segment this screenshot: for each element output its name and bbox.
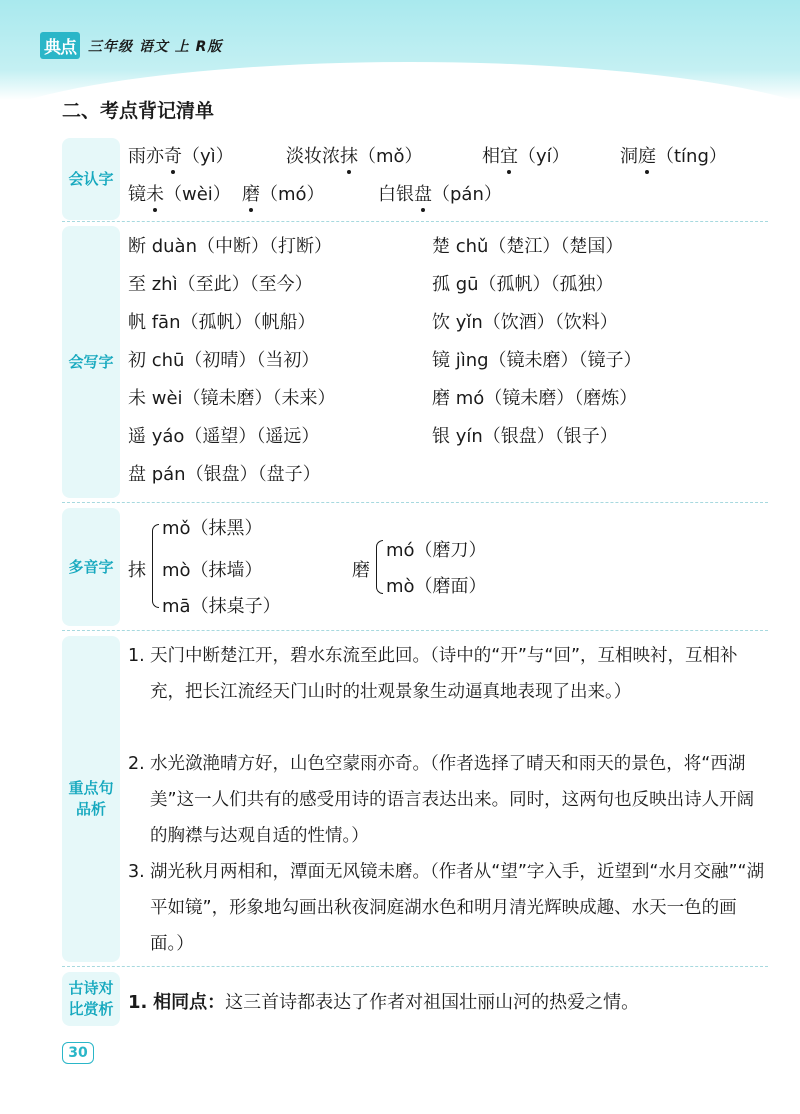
header-swoosh	[0, 62, 800, 100]
renzi-label: 会认字	[68, 169, 114, 188]
xiezi-item: 楚 chǔ（楚江）（楚国）	[432, 236, 624, 257]
renzi-item: 镜未（wèi）	[128, 180, 231, 206]
zhongdian-label: 重点句 品析	[68, 779, 114, 818]
xiezi-item: 银 yín（银盘）（银子）	[432, 426, 618, 447]
bijiao-label-box	[62, 972, 120, 1026]
xiezi-label-box	[62, 226, 120, 498]
brand	[40, 32, 222, 59]
duoyin-row	[62, 508, 768, 626]
duoyin-label: 多音字	[68, 557, 114, 576]
separator	[62, 630, 768, 631]
brand-subtitle: 三年级 语文 上 R版	[88, 38, 223, 55]
xiezi-item: 遥 yáo（遥望）（遥远）	[128, 426, 320, 447]
renzi-item: 相宜（yí）	[482, 142, 570, 168]
xiezi-label: 会写字	[68, 352, 114, 371]
renzi-item: 磨（mó）	[242, 180, 325, 206]
xiezi-item: 盘 pán（银盘）（盘子）	[128, 464, 321, 485]
xiezi-item: 至 zhì（至此）（至今）	[128, 274, 313, 295]
duoyin-reading: mǒ（抹黑）	[162, 518, 263, 539]
duoyin-char: 抹	[128, 560, 146, 581]
renzi-item: 淡妆浓抹（mǒ）	[286, 142, 423, 168]
separator	[62, 966, 768, 967]
sentence-item: 2. 水光潋滟晴方好，山色空蒙雨亦奇。（作者选择了晴天和雨天的景色，将“西湖美”这一人们共有的感受用诗的语言表达出来。同时，这两句也反映出诗人开阔的胸襟与达观自适的性情。）	[128, 754, 755, 846]
xiezi-item: 帆 fān（孤帆）（帆船）	[128, 312, 316, 333]
xiezi-row	[62, 226, 768, 498]
page-header	[0, 0, 800, 100]
xiezi-item: 镜 jìng（镜未磨）（镜子）	[432, 350, 642, 371]
separator	[62, 502, 768, 503]
renzi-item: 雨亦奇（yì）	[128, 142, 234, 168]
sentence-item: 1. 天门中断楚江开，碧水东流至此回。（诗中的“开”与“回”，互相映衬，互相补充，把长江流经天门山时的壮观景象生动逼真地表现了出来。）	[128, 646, 738, 702]
renzi-item: 洞庭（tíng）	[620, 142, 727, 168]
xiezi-item: 饮 yǐn（饮酒）（饮料）	[432, 312, 618, 333]
page-number: 30	[62, 1042, 94, 1064]
duoyin-reading: mā（抹桌子）	[162, 596, 281, 617]
brace	[376, 540, 383, 594]
renzi-label-box	[62, 138, 120, 220]
xiezi-item: 孤 gū（孤帆）（孤独）	[432, 274, 614, 295]
bijiao-row	[62, 972, 768, 1026]
bijiao-label: 古诗对 比赏析	[68, 979, 114, 1018]
zhongdian-label-box	[62, 636, 120, 962]
xiezi-item: 磨 mó（镜未磨）（磨炼）	[432, 388, 638, 409]
comparison-item: 1. 相同点：这三首诗都表达了作者对祖国壮丽山河的热爱之情。	[128, 992, 640, 1013]
duoyin-char: 磨	[352, 560, 370, 581]
xiezi-item: 未 wèi（镜未磨）（未来）	[128, 388, 336, 409]
sentence-item: 3. 湖光秋月两相和，潭面无风镜未磨。（作者从“望”字入手，近望到“水月交融”“湖平如镜”，形象地勾画出秋夜洞庭湖水色和明月清光辉映成趣、水天一色的画面。）	[128, 862, 765, 954]
xiezi-item: 断 duàn（中断）（打断）	[128, 236, 332, 257]
brand-logo: 典点	[40, 32, 80, 59]
duoyin-reading: mò（抹墙）	[162, 560, 263, 581]
renzi-row	[62, 138, 768, 220]
renzi-item: 白银盘（pán）	[378, 180, 502, 206]
zhongdian-row	[62, 636, 768, 962]
section-title: 二、考点背记清单	[62, 100, 215, 122]
separator	[62, 221, 768, 222]
xiezi-item: 初 chū（初晴）（当初）	[128, 350, 320, 371]
brace	[152, 524, 159, 608]
duoyin-reading: mó（磨刀）	[386, 540, 487, 561]
duoyin-reading: mò（磨面）	[386, 576, 487, 597]
duoyin-label-box	[62, 508, 120, 626]
